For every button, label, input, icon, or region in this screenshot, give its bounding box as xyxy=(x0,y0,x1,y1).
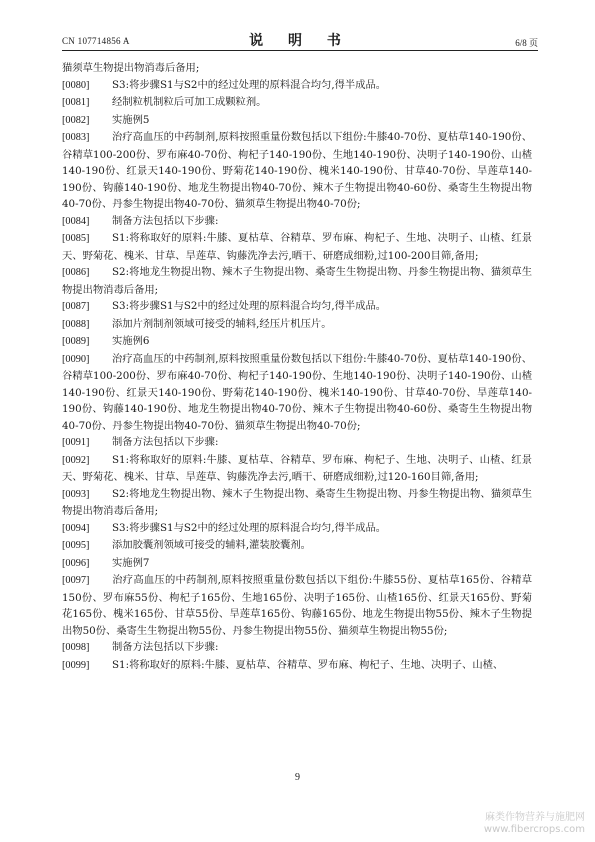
paragraph xyxy=(62,486,532,520)
paragraph-number: [0095] xyxy=(62,540,90,551)
paragraph-text: 实施例5 xyxy=(112,113,150,126)
paragraph-number: [0092] xyxy=(62,454,90,466)
paragraph-number: [0082] xyxy=(62,114,90,126)
paragraph-text: 经制粒机制粒后可加工成颗粒剂。 xyxy=(112,96,267,108)
paragraph-text: 添加片剂制剂领域可接受的辅料,经压片机压片。 xyxy=(112,317,332,330)
paragraph xyxy=(62,351,532,435)
paragraph-number: [0097] xyxy=(62,575,90,586)
paragraph xyxy=(62,94,532,112)
paragraph xyxy=(62,230,532,264)
paragraph-text: 治疗高血压的中药制剂,原料按照重量份数包括以下组份:牛膝40-70份、夏枯草140-190份、谷精草100-200份、罗布麻40-70份、枸杞子140-190份、生地140-190份、决明子140-190份、山楂140-190份、红景天140-190份、野菊花140-190份、槐米140-190份、甘草40-70份、旱莲草140-190份、钩藤140-190份、地龙生物提出物40-70份、辣木子生物提出物40-60份、桑寄生生物提出物40-70份、丹参生物提出物40-70份、猫须草生物提出物40-70份; xyxy=(62,131,532,210)
watermark-site-name: 麻类作物营养与施肥网 xyxy=(485,812,585,823)
paragraph xyxy=(62,657,532,675)
paragraph-text: 制备方法包括以下步骤: xyxy=(112,641,219,653)
paragraph xyxy=(62,77,532,95)
paragraph xyxy=(62,452,532,486)
paragraph xyxy=(62,316,532,334)
paragraph-text: S2:将地龙生物提出物、辣木子生物提出物、桑寄生生物提出物、丹参生物提出物、猫须草生物提出物消毒后备用; xyxy=(62,487,532,517)
paragraph-number: [0099] xyxy=(62,659,90,671)
document-body xyxy=(62,60,532,674)
paragraph xyxy=(62,333,532,351)
document-title: 说 明 书 xyxy=(249,33,351,49)
paragraph xyxy=(62,213,532,231)
paragraph xyxy=(62,555,532,573)
paragraph-text: 猫须草生物提出物消毒后备用; xyxy=(62,62,200,74)
paragraph-number: [0094] xyxy=(62,522,90,534)
paragraph-number: [0098] xyxy=(62,642,90,653)
paragraph-text: S1:将称取好的原料:牛膝、夏枯草、谷精草、罗布麻、枸杞子、生地、决明子、山楂、 xyxy=(112,658,504,671)
paragraph-text: S2:将地龙生物提出物、辣木子生物提出物、桑寄生生物提出物、丹参生物提出物、猫须草生物提出物消毒后备用; xyxy=(62,266,532,296)
document-id: CN 107714856 A xyxy=(62,36,130,46)
page-indicator: 6/8 页 xyxy=(515,38,538,48)
paragraph-text: 治疗高血压的中药制剂,原料按照重量份数包括以下组份:牛膝55份、夏枯草165份、谷精草150份、罗布麻55份、枸杞子165份、生地165份、决明子165份、山楂165份、红景天165份、野菊花165份、槐米165份、甘草55份、旱莲草165份、钩藤165份、地龙生物提出物55份、辣木子生物提出物50份、桑寄生生物提出物55份、丹参生物提出物55份、猫须草生物提出物55份; xyxy=(62,574,532,637)
paragraph-text: 实施例6 xyxy=(112,335,150,347)
paragraph-text: S3:将步骤S1与S2中的经过处理的原料混合均匀,得半成品。 xyxy=(112,521,387,534)
paragraph-number: [0091] xyxy=(62,437,90,448)
paragraph-number: [0089] xyxy=(62,336,90,347)
paragraph-number: [0086] xyxy=(62,267,90,278)
paragraph xyxy=(62,112,532,130)
paragraph-text: 实施例7 xyxy=(112,556,150,569)
paragraph-number: [0085] xyxy=(62,233,90,244)
paragraph-text: 添加胶囊剂领域可接受的辅料,灌装胶囊剂。 xyxy=(112,539,311,551)
paragraph-text: 制备方法包括以下步骤: xyxy=(112,214,219,227)
paragraph xyxy=(62,264,532,298)
watermark-url: www.fibercrops.com xyxy=(483,824,585,835)
paragraph-number: [0084] xyxy=(62,215,90,227)
paragraph xyxy=(62,434,532,452)
page-header xyxy=(62,28,538,51)
paragraph-number: [0080] xyxy=(62,79,90,91)
paragraph xyxy=(62,572,532,639)
paragraph xyxy=(62,298,532,316)
paragraph-text: 治疗高血压的中药制剂,原料按照重量份数包括以下组份:牛膝40-70份、夏枯草140-190份、谷精草100-200份、罗布麻40-70份、枸杞子140-190份、生地140-190份、决明子140-190份、山楂140-190份、红景天140-190份、野菊花140-190份、槐米140-190份、甘草40-70份、旱莲草140-190份、钩藤140-190份、地龙生物提出物40-70份、辣木子生物提出物40-60份、桑寄生生物提出物40-70份、丹参生物提出物40-70份、猫须草生物提出物40-70份; xyxy=(62,352,532,432)
paragraph-number: [0083] xyxy=(62,132,90,143)
paragraph xyxy=(62,60,532,77)
paragraph xyxy=(62,537,532,555)
paragraph-number: [0096] xyxy=(62,557,90,569)
paragraph-text: S3:将步骤S1与S2中的经过处理的原料混合均匀,得半成品。 xyxy=(112,78,387,91)
paragraph-text: S3:将步骤S1与S2中的经过处理的原料混合均匀,得半成品。 xyxy=(112,300,387,312)
paragraph-number: [0081] xyxy=(62,97,90,108)
paragraph-number: [0087] xyxy=(62,301,90,312)
page-number: 9 xyxy=(295,772,300,783)
paragraph xyxy=(62,520,532,538)
watermark xyxy=(484,812,585,836)
paragraph-text: S1:将称取好的原料:牛膝、夏枯草、谷精草、罗布麻、枸杞子、生地、决明子、山楂、红景天、野菊花、槐米、甘草、旱莲草、钩藤洗净去污,晒干、研磨成细粉,过100-200目筛,备用; xyxy=(62,232,532,262)
paragraph-number: [0090] xyxy=(62,353,90,365)
paragraph-text: 制备方法包括以下步骤: xyxy=(112,436,219,448)
paragraph xyxy=(62,639,532,657)
paragraph-number: [0088] xyxy=(62,318,90,330)
paragraph-text: S1:将称取好的原料:牛膝、夏枯草、谷精草、罗布麻、枸杞子、生地、决明子、山楂、红景天、野菊花、槐米、甘草、旱莲草、钩藤洗净去污,晒干、研磨成细粉,过120-160目筛,备用; xyxy=(62,453,532,483)
paragraph xyxy=(62,129,532,213)
paragraph-number: [0093] xyxy=(62,488,90,500)
